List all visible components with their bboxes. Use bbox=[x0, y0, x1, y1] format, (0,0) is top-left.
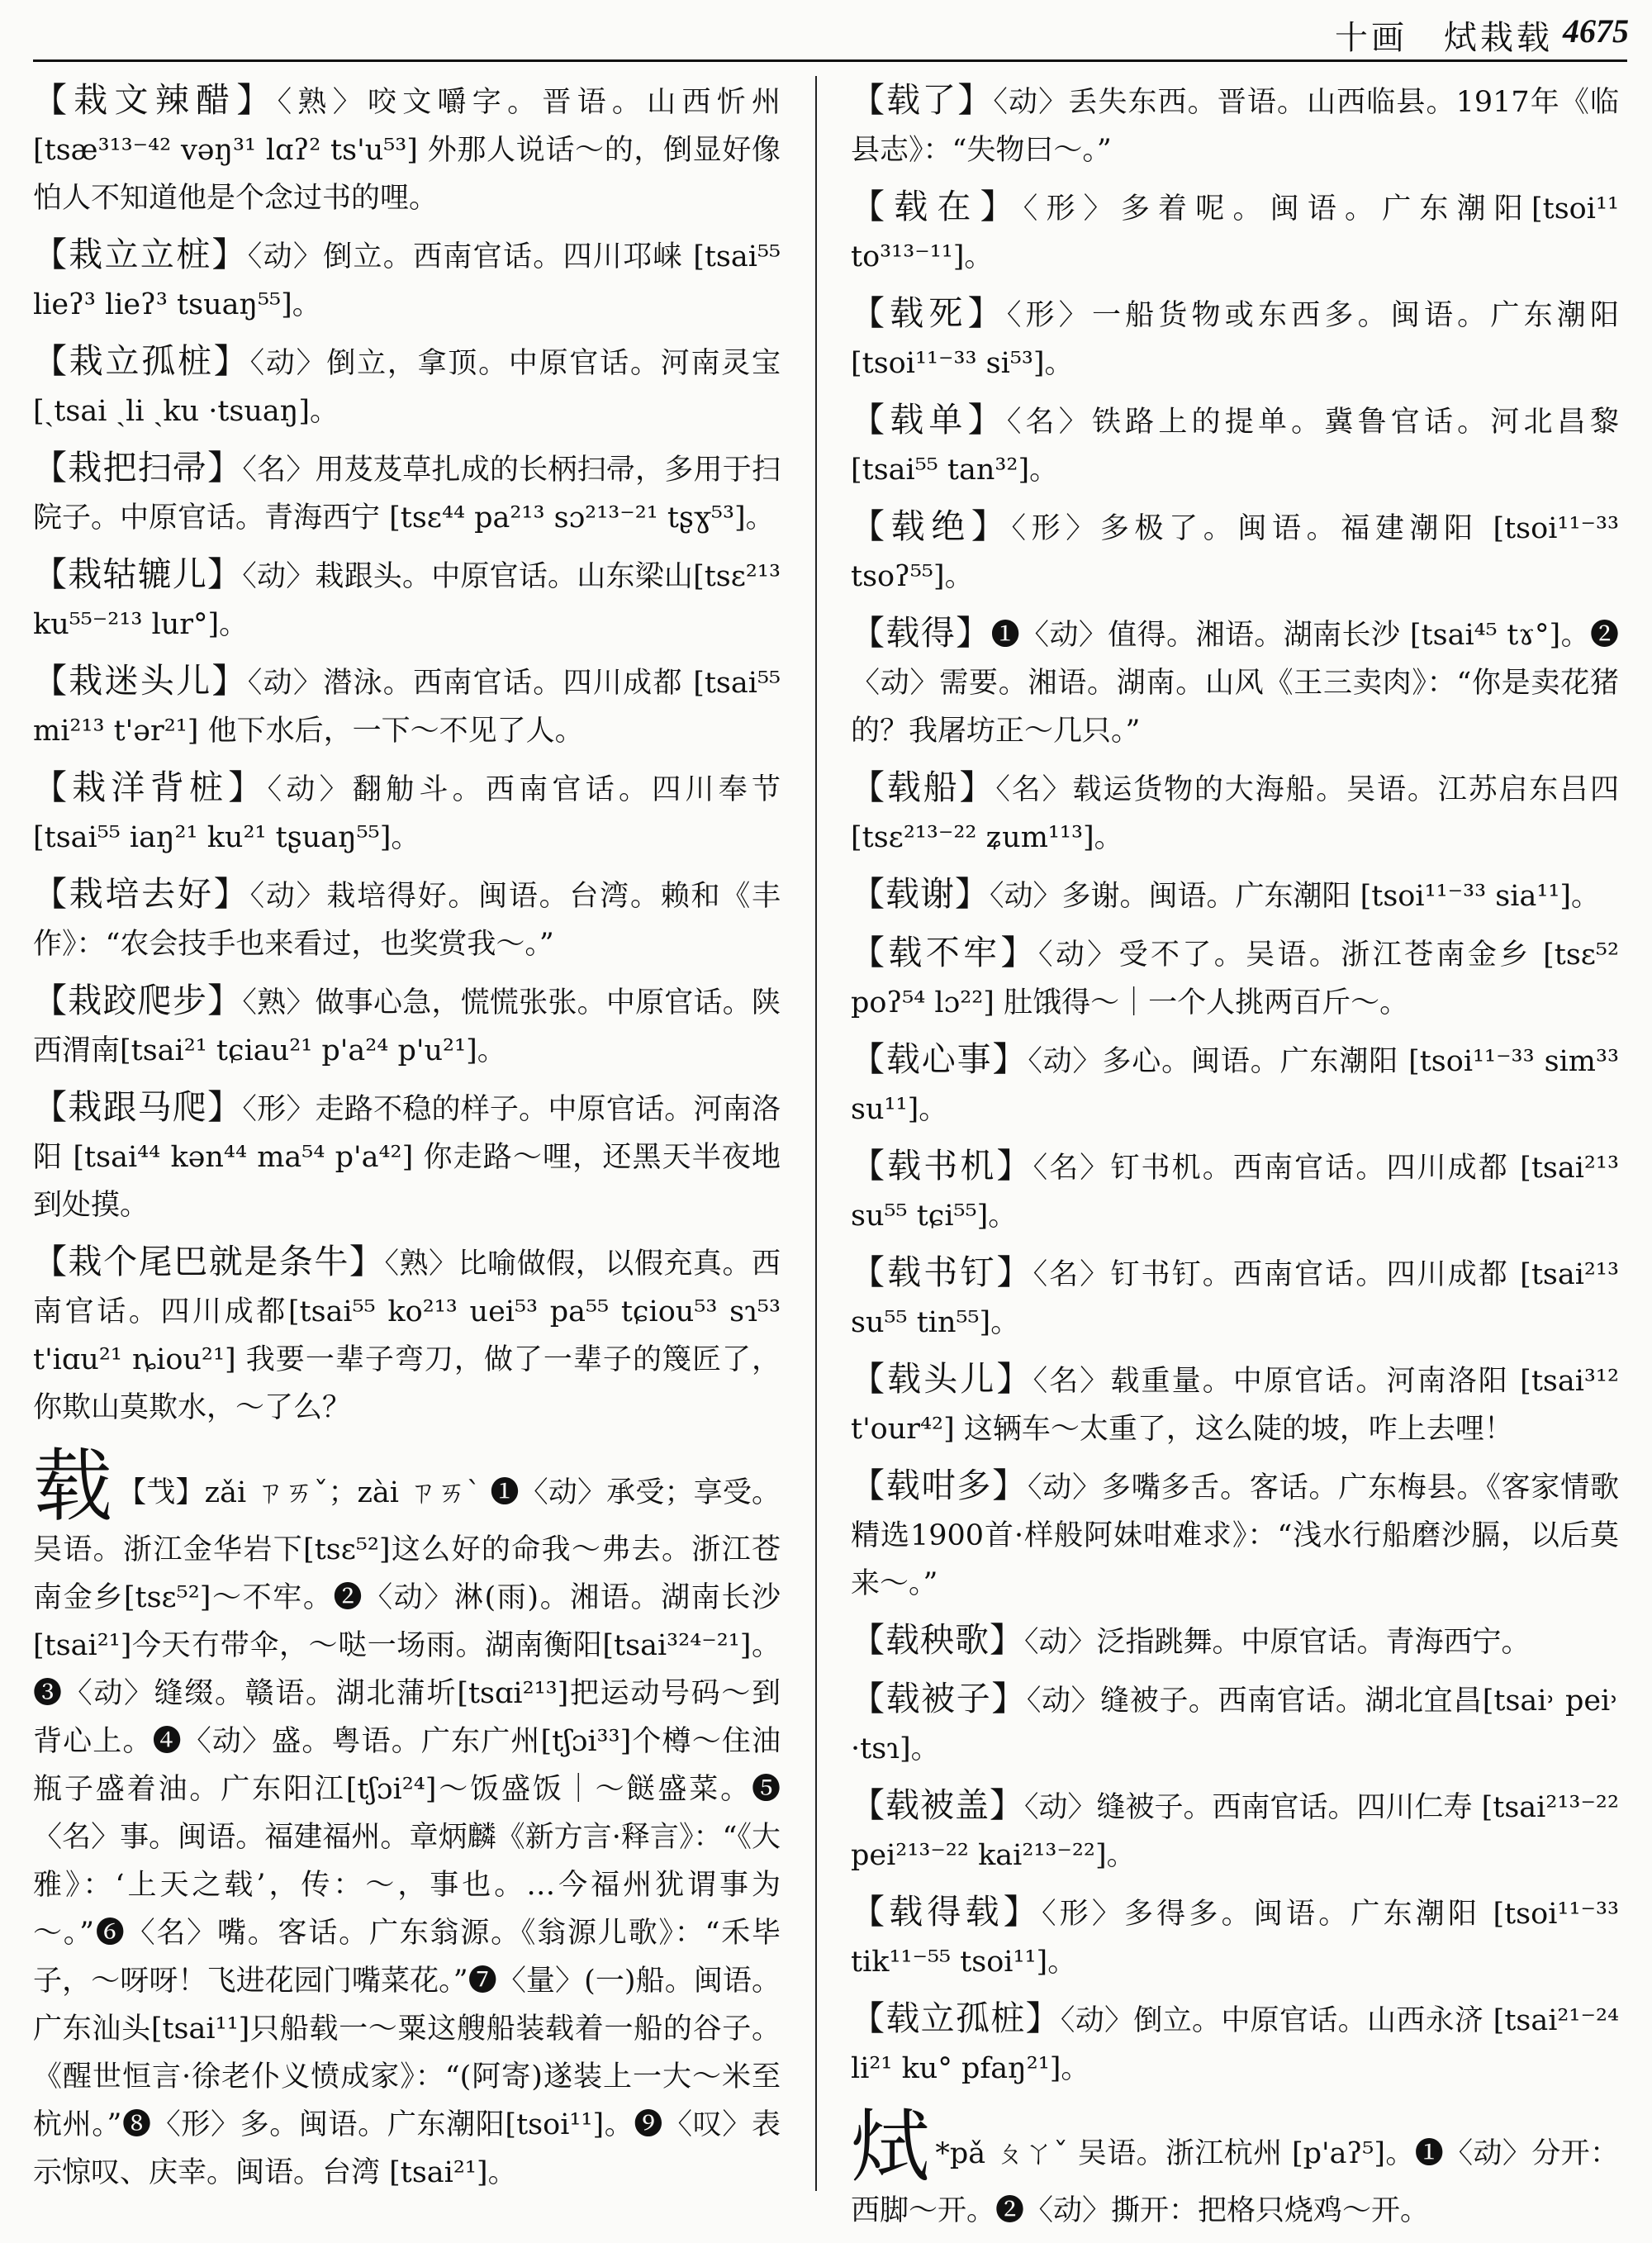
zai-char-entry bbox=[33, 1440, 781, 2197]
entry-definition: 〈熟〉做事心急，慌慌张张。中原官话。陕西渭南[tsai²¹ tɕiau²¹ p'a²⁴ p'u²¹]。 bbox=[33, 986, 781, 1067]
entry-headword: 【载书机】 bbox=[851, 1146, 1033, 1186]
dictionary-entry bbox=[33, 870, 781, 968]
dictionary-entry bbox=[851, 502, 1619, 601]
zai-definition: 【𢦏】zǎi ㄗㄞˇ；zài ㄗㄞˋ ❶〈动〉承受；享受。吴语。浙江金华岩下[tsɛ⁵²]这么好的命我～弗去。浙江苍南金乡[tsɛ⁵²]～不牢。❷〈动〉淋(雨)。湘语。湖南长沙[tsai²¹]今天冇带伞，～哒一场雨。湖南衡阳[tsai³²⁴⁻²¹]。❸〈动〉缝缀。赣语。湖北蒲圻[tsɑi²¹³]把运动号码～到背心上。❹〈动〉盛。粤语。广东广州[tʃɔi³³]个樽～住油瓶子盛着油。广东阳江[tʃɔi²⁴]～饭盛饭｜～餸盛菜。❺〈名〉事。闽语。福建福州。章炳麟《新方言·释言》：“《大雅》：‘上天之载’，传：～，事也。…今福州犹谓事为～。”❻〈名〉嘴。客话。广东翁源。《翁源儿歌》：“禾毕子，～呀呀！飞进花园门嘴菜花。”❼〈量〉(一)船。闽语。广东汕头[tsai¹¹]只船载一～粟这艘船装载着一船的谷子。《醒世恒言·徐老仆义愤成家》：“(阿寄)遂装上一大～米至杭州。”❽〈形〉多。闽语。广东潮阳[tsoi¹¹]。❾〈叹〉表示惊叹、庆幸。闽语。台湾 [tsai²¹]。 bbox=[33, 1476, 781, 2189]
entry-definition: 〈熟〉咬文嚼字。晋语。山西忻州[tsæ³¹³⁻⁴² vəŋ³¹ lɑʔ² ts'u⁵³] 外那人说话～的，倒显好像怕人不知道他是个念过书的哩。 bbox=[33, 86, 781, 215]
entry-definition: 〈动〉倒立。西南官话。四川邛崃 [tsai⁵⁵ lieʔ³ lieʔ³ tsuaŋ⁵⁵]。 bbox=[33, 240, 781, 321]
dictionary-entry bbox=[33, 1083, 781, 1229]
entry-headword: 【载得】 bbox=[851, 613, 991, 653]
dictionary-entry bbox=[33, 444, 781, 542]
entry-definition: 〈名〉载重量。中原官话。河南洛阳 [tsai³¹² t'our⁴²] 这辆车～太重了，这么陡的坡，咋上去哩！ bbox=[851, 1365, 1619, 1446]
dictionary-entry bbox=[851, 1248, 1619, 1347]
entry-definition: 〈动〉倒立。中原官话。山西永济 [tsai²¹⁻²⁴ li²¹ ku° pfaŋ²¹]。 bbox=[851, 2004, 1620, 2085]
entry-headword: 【栽洋背桩】 bbox=[33, 767, 268, 807]
entry-definition: 〈动〉缝被子。西南官话。四川仁寿 [tsai²¹³⁻²² pei²¹³⁻²² kai²¹³⁻²²]。 bbox=[851, 1791, 1619, 1872]
dictionary-entry bbox=[851, 870, 1619, 920]
entry-definition: 〈动〉受不了。吴语。浙江苍南金乡 [tsɛ⁵² poʔ⁵⁴ lɔ²²] 肚饿得～｜一个人挑两百斤～。 bbox=[851, 939, 1619, 1019]
page-header bbox=[0, 0, 1652, 71]
entry-definition: 〈名〉载运货物的大海船。吴语。江苏启东吕四 [tsɛ²¹³⁻²² ʑum¹¹³]。 bbox=[851, 773, 1619, 854]
entry-definition: 〈熟〉比喻做假，以假充真。西南官话。四川成都[tsai⁵⁵ ko²¹³ uei⁵³ pa⁵⁵ tɕiou⁵³ sɿ⁵³ t'iɑu²¹ ȵiou²¹] 我要一辈子弯刀，做了一辈子的篾匠了，你欺山莫欺水，～了么？ bbox=[33, 1247, 781, 1424]
entry-definition: 〈形〉一船货物或东西多。闽语。广东潮阳 [tsoi¹¹⁻³³ si⁵³]。 bbox=[851, 299, 1619, 380]
running-head: 十画 烒栽载 bbox=[1335, 19, 1553, 57]
column-divider bbox=[815, 76, 817, 2191]
dictionary-entry bbox=[851, 1781, 1619, 1879]
entry-definition: 〈动〉栽培得好。闽语。台湾。赖和《丰作》：“农会技手也来看过，也奖赏我～。” bbox=[33, 880, 781, 961]
entry-headword: 【栽个尾巴就是条牛】 bbox=[33, 1242, 385, 1281]
dictionary-entry bbox=[33, 337, 781, 435]
right-entries bbox=[851, 76, 1619, 2093]
entry-headword: 【载秧歌】 bbox=[851, 1620, 1024, 1660]
entry-headword: 【栽迷头儿】 bbox=[33, 661, 248, 701]
entry-headword: 【载咁多】 bbox=[851, 1466, 1028, 1505]
dictionary-entry bbox=[851, 1035, 1619, 1133]
entry-headword: 【载船】 bbox=[851, 767, 996, 807]
entry-definition: 〈动〉丢失东西。晋语。山西临县。1917年《临县志》：“失物曰～。” bbox=[851, 86, 1619, 167]
dictionary-entry bbox=[851, 1142, 1619, 1240]
header-rule bbox=[33, 59, 1627, 62]
entry-headword: 【载被盖】 bbox=[851, 1785, 1024, 1825]
dictionary-entry bbox=[33, 977, 781, 1075]
entry-definition: 〈动〉翻觔斗。西南官话。四川奉节 [tsai⁵⁵ iaŋ²¹ ku²¹ tʂuaŋ⁵⁵]。 bbox=[33, 773, 781, 854]
dictionary-entry bbox=[851, 609, 1619, 755]
entry-definition: 〈动〉缝被子。西南官话。湖北宜昌[tsai˒ pei˒ ·tsɿ]。 bbox=[851, 1685, 1620, 1765]
entry-definition: 〈名〉钉书机。西南官话。四川成都 [tsai²¹³ su⁵⁵ tɕi⁵⁵]。 bbox=[851, 1152, 1619, 1233]
entry-headword: 【栽轱辘儿】 bbox=[33, 554, 243, 594]
dictionary-entry bbox=[851, 289, 1619, 387]
entry-headword: 【栽把扫帚】 bbox=[33, 448, 243, 487]
entry-definition: 〈动〉倒立，拿顶。中原官话。河南灵宝 [ˏtsai ˏli ˏku ·tsuaŋ]。 bbox=[33, 347, 781, 428]
entry-headword: 【载不牢】 bbox=[851, 933, 1038, 972]
entry-headword: 【载谢】 bbox=[851, 874, 990, 914]
entry-headword: 【载心事】 bbox=[851, 1039, 1028, 1079]
dictionary-entry bbox=[33, 1238, 781, 1432]
dictionary-entry bbox=[851, 1355, 1619, 1453]
entry-headword: 【载得载】 bbox=[851, 1892, 1042, 1932]
entry-headword: 【载单】 bbox=[851, 400, 1007, 440]
entry-definition: 〈形〉多极了。闽语。福建潮阳 [tsoi¹¹⁻³³ tsoʔ⁵⁵]。 bbox=[851, 512, 1620, 593]
dictionary-entry bbox=[33, 657, 781, 755]
entry-definition: 〈名〉钉书钉。西南官话。四川成都 [tsai²¹³ su⁵⁵ tin⁵⁵]。 bbox=[851, 1258, 1619, 1339]
entry-definition: 〈动〉栽跟头。中原官话。山东梁山[tsɛ²¹³ ku⁵⁵⁻²¹³ lur°]。 bbox=[33, 560, 781, 641]
pai-definition: *pǎ ㄆㄚˇ 吴语。浙江杭州 [p'aʔ⁵]。❶〈动〉分开：西脚～开。❷〈动〉撕开：把格只烧鸡～开。 bbox=[851, 2137, 1620, 2227]
entry-definition: 〈形〉多着呢。闽语。广东潮阳[tsoi¹¹ to³¹³⁻¹¹]。 bbox=[851, 192, 1620, 273]
entry-headword: 【载书钉】 bbox=[851, 1252, 1033, 1292]
entry-headword: 【栽文辣醋】 bbox=[33, 80, 278, 120]
dictionary-entry bbox=[851, 1888, 1619, 1986]
dictionary-entry bbox=[33, 763, 781, 862]
entry-headword: 【栽培去好】 bbox=[33, 874, 250, 914]
pai-headword: 烒 bbox=[851, 2101, 931, 2193]
zai-headword: 载 bbox=[33, 1440, 113, 1533]
dictionary-entry bbox=[851, 929, 1619, 1027]
entry-headword: 【栽立孤桩】 bbox=[33, 341, 250, 381]
page-number: 4675 bbox=[1563, 12, 1629, 50]
dictionary-entry bbox=[33, 76, 781, 222]
entry-headword: 【载在】 bbox=[851, 187, 1023, 226]
entry-headword: 【载被子】 bbox=[851, 1679, 1027, 1718]
right-column bbox=[851, 76, 1619, 2243]
entry-headword: 【载了】 bbox=[851, 80, 994, 120]
dictionary-entry bbox=[851, 763, 1619, 862]
entry-definition: 〈动〉多嘴多舌。客话。广东梅县。《客家情歌精选1900首·样般阿妹咁难求》：“浅水行船磨沙膈，以后莫来～。” bbox=[851, 1471, 1619, 1600]
entry-definition: 〈形〉走路不稳的样子。中原官话。河南洛阳 [tsai⁴⁴ kən⁴⁴ ma⁵⁴ p'a⁴²] 你走路～哩，还黑天半夜地到处摸。 bbox=[33, 1093, 781, 1222]
entry-headword: 【载立孤桩】 bbox=[851, 1998, 1061, 2038]
dictionary-entry bbox=[33, 550, 781, 649]
entry-definition: 〈动〉潜泳。西南官话。四川成都 [tsai⁵⁵ mi²¹³ t'ər²¹] 他下水后，一下～不见了人。 bbox=[33, 667, 781, 748]
dictionary-entry bbox=[851, 396, 1619, 494]
entry-headword: 【载头儿】 bbox=[851, 1359, 1033, 1399]
pai-char-entry bbox=[851, 2101, 1620, 2235]
entry-headword: 【栽跤爬步】 bbox=[33, 981, 243, 1020]
dictionary-entry bbox=[851, 1994, 1619, 2093]
dictionary-entry bbox=[851, 1675, 1619, 1773]
dictionary-entry bbox=[851, 1616, 1619, 1666]
entry-headword: 【栽立立桩】 bbox=[33, 235, 248, 274]
entry-headword: 【载绝】 bbox=[851, 506, 1012, 546]
entry-definition: 〈形〉多得多。闽语。广东潮阳 [tsoi¹¹⁻³³ tik¹¹⁻⁵⁵ tsoi¹¹]。 bbox=[851, 1898, 1620, 1979]
left-column bbox=[33, 76, 781, 2205]
dictionary-entry bbox=[33, 230, 781, 329]
entry-definition: 〈名〉用芨芨草扎成的长柄扫帚，多用于扫院子。中原官话。青海西宁 [tsɛ⁴⁴ pa²¹³ sɔ²¹³⁻²¹ tʂɣ⁵³]。 bbox=[33, 454, 781, 535]
dictionary-entry bbox=[851, 76, 1619, 174]
entry-definition: 〈名〉铁路上的提单。冀鲁官话。河北昌黎 [tsai⁵⁵ tan³²]。 bbox=[851, 406, 1619, 487]
dictionary-entry bbox=[851, 1461, 1619, 1608]
entry-definition: 〈动〉泛指跳舞。中原官话。青海西宁。 bbox=[1024, 1626, 1531, 1659]
entry-definition: ❶〈动〉值得。湘语。湖南长沙 [tsai⁴⁵ tɤ°]。❷〈动〉需要。湘语。湖南。山风《王三卖肉》：“你是卖花猪的？我屠坊正～几只。” bbox=[851, 619, 1620, 748]
entry-definition: 〈动〉多谢。闽语。广东潮阳 [tsoi¹¹⁻³³ sia¹¹]。 bbox=[990, 880, 1601, 913]
entry-headword: 【载死】 bbox=[851, 293, 1007, 333]
left-entries bbox=[33, 76, 781, 1432]
entry-definition: 〈动〉多心。闽语。广东潮阳 [tsoi¹¹⁻³³ sim³³ su¹¹]。 bbox=[851, 1045, 1620, 1126]
dictionary-entry bbox=[851, 183, 1619, 281]
entry-headword: 【栽跟马爬】 bbox=[33, 1087, 243, 1127]
